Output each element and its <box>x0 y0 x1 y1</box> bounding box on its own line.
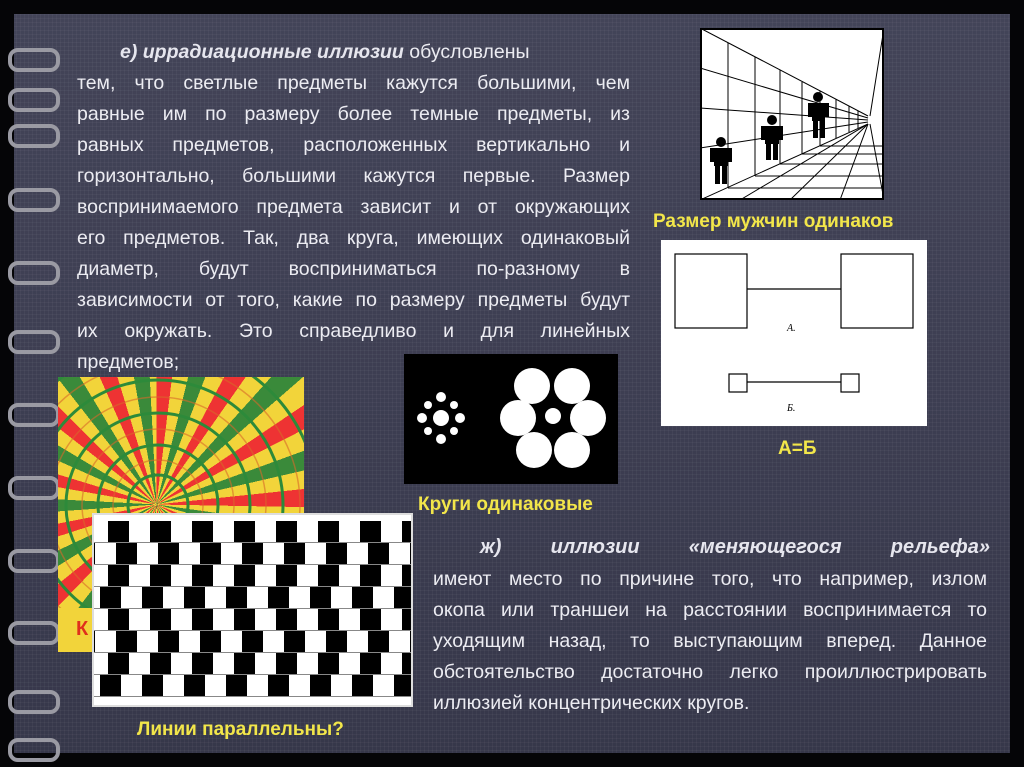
cafe-wall-tile <box>318 653 339 674</box>
text-line: иллюзией концентрических кругов. <box>433 692 750 714</box>
binder-ring-icon <box>8 124 60 148</box>
cafe-wall-tile <box>360 609 381 630</box>
text-line: равных предметов, расположенных вертикально и <box>77 134 630 156</box>
cafe-wall-tile <box>108 609 129 630</box>
label-b: Б. <box>787 403 796 414</box>
binder-ring-icon <box>8 261 60 285</box>
cafe-wall-tile <box>268 587 289 608</box>
cafe-wall-tile <box>402 565 411 586</box>
binder-ring-icon <box>8 403 60 427</box>
cafe-wall-tile <box>200 631 221 652</box>
cafe-wall-tile <box>192 609 213 630</box>
text-line: имеют место по причине того, что например, излом <box>433 568 987 590</box>
cafe-wall-tile <box>368 543 389 564</box>
cafe-wall-tile <box>360 521 381 542</box>
cafe-wall-tile <box>150 565 171 586</box>
text-line: обстоятельство достаточно легко проиллюстрировать <box>433 661 987 683</box>
cafe-wall-tile <box>108 653 129 674</box>
cafe-wall-tile <box>192 653 213 674</box>
section-e-heading: е) иррадиационные иллюзии <box>120 41 404 63</box>
cafe-wall-tile <box>360 653 381 674</box>
cafe-wall-tile <box>284 543 305 564</box>
cafe-wall-tile <box>94 543 95 564</box>
cafe-wall-tile <box>310 587 331 608</box>
text-line: воспринимаемого предмета зависит и от окружающих <box>77 196 630 218</box>
cafe-wall-tile <box>326 543 347 564</box>
text-line: равные им по размеру более темные предметы, из <box>77 103 630 125</box>
cafe-wall-illusion-image <box>92 513 413 707</box>
binder-ring-icon <box>8 88 60 112</box>
section-zh-heading: ж) иллюзии «меняющегося рельефа» <box>480 536 990 558</box>
cafe-wall-tile <box>276 565 297 586</box>
caption-circles: Круги одинаковые <box>418 494 593 515</box>
cafe-wall-tile <box>108 521 129 542</box>
binder-ring-icon <box>8 188 60 212</box>
cafe-wall-tile <box>394 587 411 608</box>
text-line: его предметов. Так, два круга, имеющих одинаковый <box>77 227 630 249</box>
cafe-wall-tile <box>318 609 339 630</box>
cafe-wall-tile <box>192 565 213 586</box>
circles-illusion-image <box>404 354 618 484</box>
binder-ring-icon <box>8 330 60 354</box>
cafe-wall-drawing <box>94 515 411 705</box>
cafe-wall-tile <box>352 675 373 696</box>
text-line: горизонтально, большими кажутся первые. Размер <box>77 165 630 187</box>
cafe-wall-tile <box>226 587 247 608</box>
cafe-wall-tile <box>142 587 163 608</box>
binder-ring-icon <box>8 621 60 645</box>
cafe-wall-tile <box>318 565 339 586</box>
binder-ring-icon <box>8 690 60 714</box>
cafe-wall-tile <box>310 675 331 696</box>
binder-ring-icon <box>8 48 60 72</box>
line-length-diagram <box>661 240 927 426</box>
cafe-wall-tile <box>142 675 163 696</box>
cafe-wall-tile <box>150 653 171 674</box>
text-line: диаметр, будут восприниматься по-разному в <box>77 258 630 280</box>
cafe-wall-tile <box>226 675 247 696</box>
cafe-wall-tile <box>276 653 297 674</box>
cafe-wall-tile <box>158 631 179 652</box>
cafe-wall-tile <box>284 631 305 652</box>
cafe-wall-tile <box>360 565 381 586</box>
cafe-wall-tile <box>410 543 411 564</box>
binder-ring-icon <box>8 549 60 573</box>
cafe-wall-tile <box>116 543 137 564</box>
cafe-wall-tile <box>108 565 129 586</box>
cafe-wall-tile <box>94 631 95 652</box>
cafe-wall-tile <box>402 653 411 674</box>
cafe-wall-tile <box>192 521 213 542</box>
text-line: зависимости от того, какие по размеру предметы будут <box>77 289 630 311</box>
cafe-wall-tile <box>368 631 389 652</box>
cafe-wall-tile <box>402 609 411 630</box>
text-line: их окружать. Это справедливо и для линейных <box>77 320 630 342</box>
cafe-wall-tile <box>276 609 297 630</box>
cafe-wall-tile <box>158 543 179 564</box>
cafe-wall-tile <box>200 543 221 564</box>
text-line: уходящим назад, то выступающим вперед. Данное <box>433 630 987 652</box>
cafe-wall-tile <box>184 587 205 608</box>
text-line: тем, что светлые предметы кажутся большими, чем <box>77 72 630 94</box>
caption-men: Размер мужчин одинаков <box>653 211 894 232</box>
text-line: окопа или траншеи на расстоянии воспринимается то <box>433 599 987 621</box>
cafe-wall-tile <box>234 521 255 542</box>
cafe-wall-tile <box>242 543 263 564</box>
text-line: предметов; <box>77 351 180 373</box>
cafe-wall-tile <box>268 675 289 696</box>
caption-ab: А=Б <box>778 438 817 459</box>
cafe-wall-tile <box>402 521 411 542</box>
cafe-wall-tile <box>150 609 171 630</box>
cafe-wall-tile <box>100 675 121 696</box>
label-a: А. <box>787 323 796 334</box>
cafe-wall-tile <box>234 565 255 586</box>
cafe-wall-tile <box>184 675 205 696</box>
cafe-wall-tile <box>352 587 373 608</box>
corridor-illusion-drawing <box>700 28 884 200</box>
cafe-wall-tile <box>234 609 255 630</box>
cafe-wall-tile <box>150 521 171 542</box>
cafe-wall-tile <box>394 675 411 696</box>
binder-ring-icon <box>8 476 60 500</box>
cafe-wall-tile <box>242 631 263 652</box>
cafe-wall-tile <box>326 631 347 652</box>
corridor-illusion-image <box>700 28 884 200</box>
cafe-wall-tile <box>100 587 121 608</box>
caption-lines: Линии параллельны? <box>137 719 344 740</box>
cafe-wall-tile <box>318 521 339 542</box>
binder-ring-icon <box>8 738 60 762</box>
caption-concentric: К <box>76 618 89 640</box>
cafe-wall-tile <box>116 631 137 652</box>
circles-illusion-drawing <box>404 354 618 484</box>
cafe-wall-tile <box>234 653 255 674</box>
text-line: обусловлены <box>403 41 530 63</box>
cafe-wall-tile <box>276 521 297 542</box>
cafe-wall-tile <box>410 631 411 652</box>
